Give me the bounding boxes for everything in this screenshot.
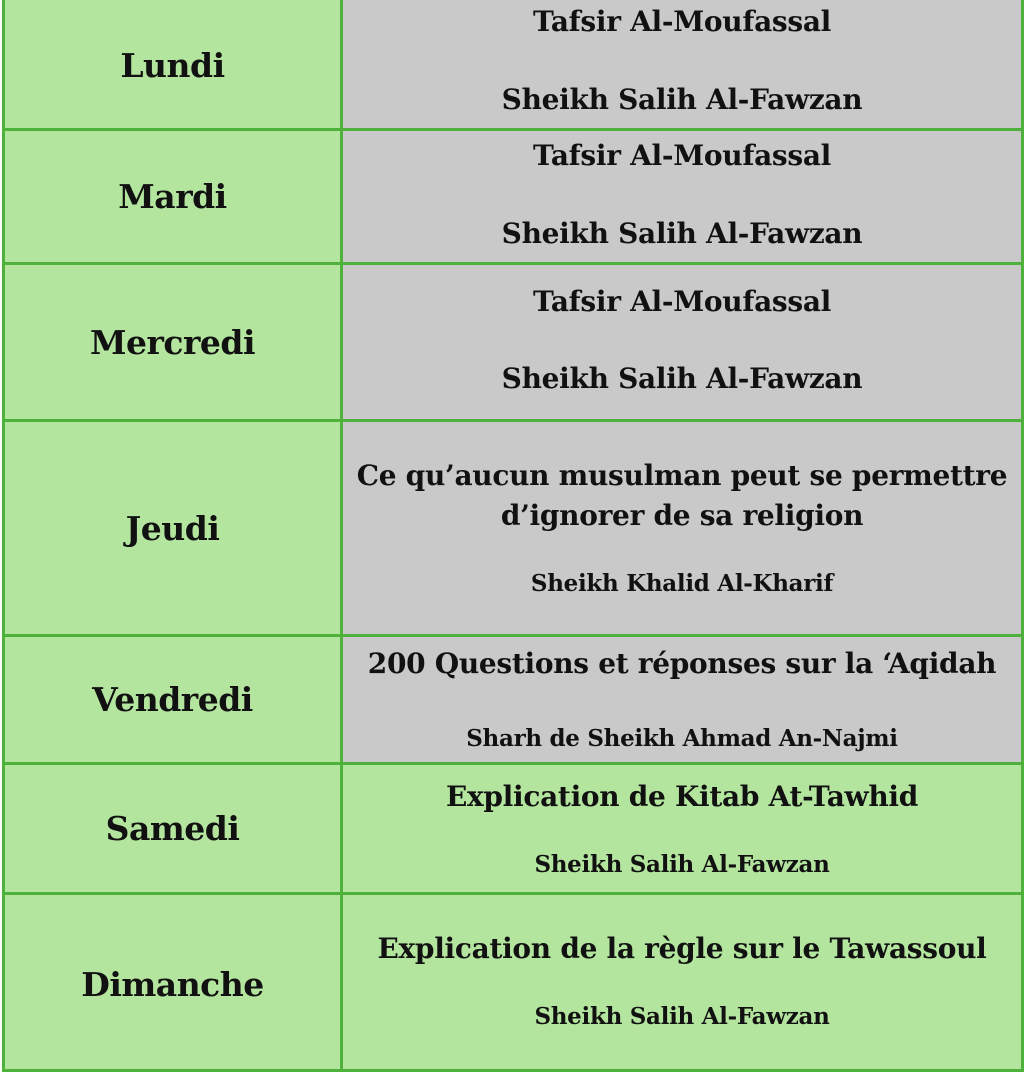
lesson-cell — [340, 762, 1024, 895]
day-cell — [2, 762, 343, 895]
table-row — [0, 262, 1024, 423]
lesson-speaker: Sheikh Salih Al-Fawzan — [501, 362, 863, 395]
table-row — [0, 0, 1024, 134]
day-label: Mardi — [118, 177, 227, 216]
lesson-cell — [340, 892, 1024, 1072]
day-cell — [2, 262, 343, 423]
lesson-title: Explication de la règle sur le Tawassoul — [377, 932, 987, 965]
lesson-title: Tafsir Al-Moufassal — [532, 285, 832, 318]
day-label: Lundi — [120, 45, 225, 85]
day-label: Jeudi — [125, 509, 220, 548]
day-cell — [2, 419, 343, 638]
table-row — [0, 634, 1024, 765]
lesson-cell — [340, 419, 1024, 638]
lesson-cell — [340, 634, 1024, 765]
lesson-title-line-2: d’ignorer de sa religion — [500, 499, 864, 532]
lesson-title: 200 Questions et réponses sur la ‘Aqidah — [367, 647, 997, 680]
day-cell — [2, 892, 343, 1072]
lesson-title-line-1: Ce qu’aucun musulman peut se permettre — [356, 459, 1008, 492]
day-label: Mercredi — [90, 323, 255, 362]
lesson-speaker: Sheikh Salih Al-Fawzan — [534, 1003, 830, 1030]
lesson-title: Tafsir Al-Moufassal — [532, 5, 832, 38]
lesson-speaker: Sheikh Salih Al-Fawzan — [534, 851, 830, 878]
lesson-cell — [340, 128, 1024, 265]
day-cell — [2, 634, 343, 765]
table-row — [0, 128, 1024, 265]
lesson-speaker: Sheikh Salih Al-Fawzan — [501, 217, 863, 250]
table-row — [0, 892, 1024, 1072]
lesson-title: Explication de Kitab At-Tawhid — [445, 780, 919, 813]
day-label: Dimanche — [81, 965, 264, 1004]
table-row — [0, 419, 1024, 638]
table-row — [0, 762, 1024, 895]
lesson-speaker: Sheikh Salih Al-Fawzan — [501, 83, 863, 116]
lesson-title: Tafsir Al-Moufassal — [532, 139, 832, 172]
day-cell — [2, 128, 343, 265]
day-label: Vendredi — [92, 680, 253, 719]
day-label: Samedi — [105, 809, 240, 848]
lesson-cell — [340, 0, 1024, 134]
lesson-cell — [340, 262, 1024, 423]
day-cell — [2, 0, 343, 134]
lesson-speaker: Sheikh Khalid Al-Kharif — [530, 570, 834, 597]
lesson-speaker: Sharh de Sheikh Ahmad An-Najmi — [466, 725, 898, 752]
